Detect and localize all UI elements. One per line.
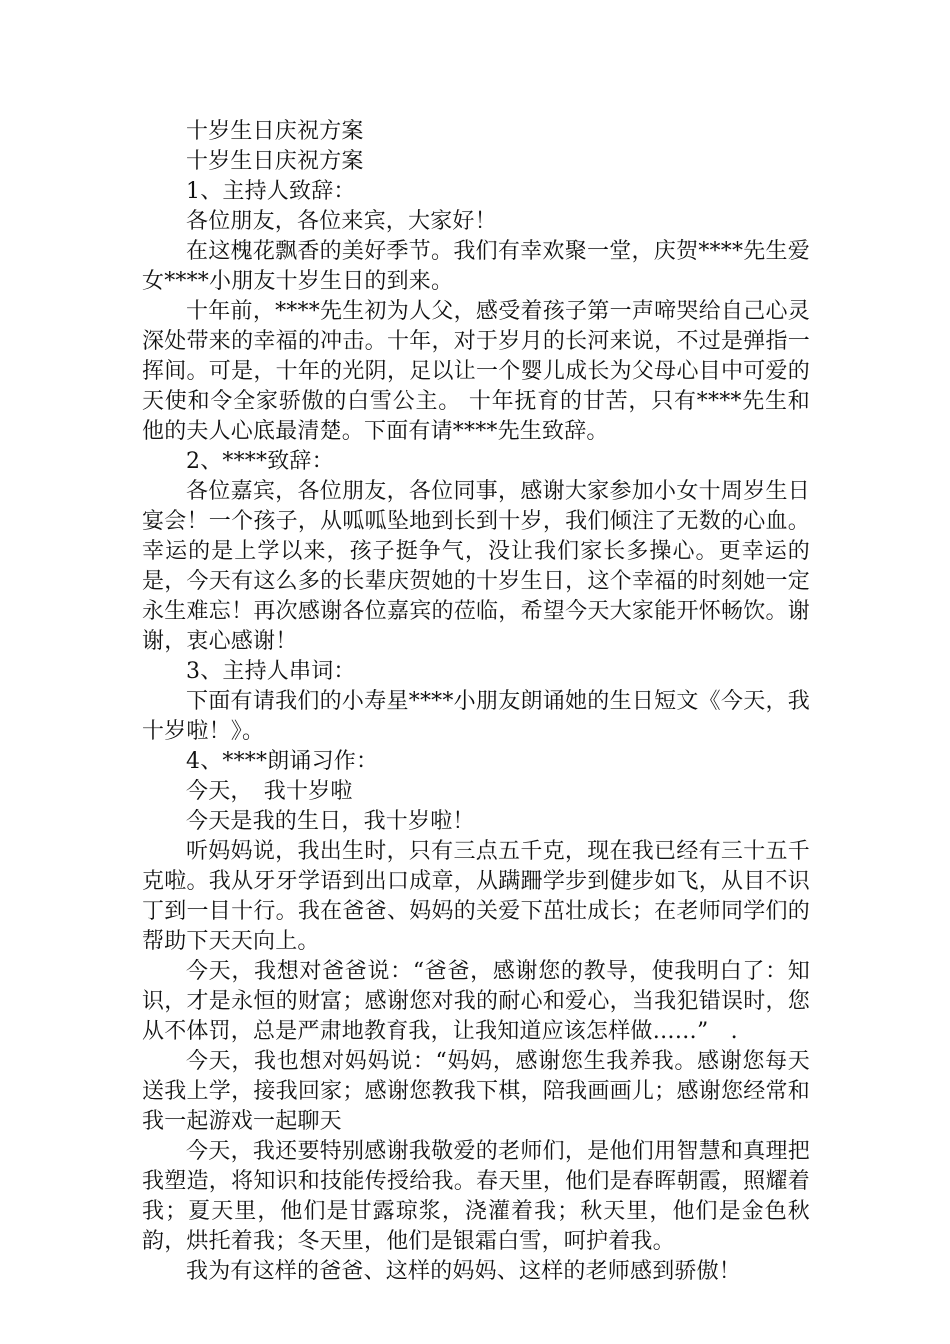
section-heading-father-speech: 2、****致辞：: [186, 449, 334, 474]
paragraph-father-speech: 各位嘉宾，各位朋友，各位同事，感谢大家参加小女十周岁生日宴会！一个孩子，从呱呱坠地到长到十岁，我们倾注了无数的心血。幸运的是上学以来，孩子挺争气，没让我们家长多操心。更幸运的是，今天有这么多的长辈庆贺她的十岁生日，这个幸福的时刻她一定永生难忘！再次感谢各位嘉宾的莅临，希望今天大家能开怀畅饮。谢谢，衷心感谢！: [142, 479, 810, 654]
document-body: [142, 117, 810, 1287]
document-subtitle: 十岁生日庆祝方案: [186, 149, 364, 174]
essay-paragraph-to-mother: 今天，我也想对妈妈说：“妈妈，感谢您生我养我。感谢您每天送我上学，接我回家；感谢您教我下棋，陪我画画儿；感谢您经常和我一起游戏一起聊天: [142, 1049, 810, 1134]
essay-paragraph-proud: 我为有这样的爸爸、这样的妈妈、这样的老师感到骄傲！: [186, 1259, 742, 1284]
paragraph-ten-years-ago: 十年前，****先生初为人父，感受着孩子第一声啼哭给自己心灵深处带来的幸福的冲击。十年，对于岁月的长河来说，不过是弹指一挥间。可是，十年的光阴，足以让一个婴儿成长为父母心目中可爱的天使和令全家骄傲的白雪公主。 十年抚育的甘苦，只有****先生和他的夫人心底最清楚。下面有请****先生致辞。: [142, 299, 810, 444]
section-heading-recitation: 4、****朗诵习作：: [186, 749, 379, 774]
essay-paragraph-growth: 听妈妈说，我出生时，只有三点五千克，现在我已经有三十五千克啦。我从牙牙学语到出口成章，从蹒跚学步到健步如飞，从目不识丁到一目十行。我在爸爸、妈妈的关爱下茁壮成长；在老师同学们的帮助下天天向上。: [142, 839, 810, 954]
document-title: 十岁生日庆祝方案: [186, 119, 364, 144]
essay-paragraph-birthday: 今天是我的生日，我十岁啦！: [186, 809, 475, 834]
essay-paragraph-to-father: 今天，我想对爸爸说：“爸爸，感谢您的教导，使我明白了：知识，才是永恒的财富；感谢您对我的耐心和爱心，当我犯错误时，您从不体罚，总是严肃地教育我，让我知道应该怎样做……” .: [142, 959, 810, 1044]
section-heading-host-speech: 1、主持人致辞：: [186, 179, 356, 204]
section-heading-host-transition: 3、主持人串词：: [186, 659, 356, 684]
paragraph-host-transition: 下面有请我们的小寿星****小朋友朗诵她的生日短文《今天，我十岁啦！》。: [142, 689, 810, 744]
essay-title: 今天， 我十岁啦: [186, 779, 353, 804]
paragraph-intro: 在这槐花飘香的美好季节。我们有幸欢聚一堂，庆贺****先生爱女****小朋友十岁生日的到来。: [142, 239, 810, 294]
paragraph-greeting: 各位朋友，各位来宾，大家好！: [186, 209, 497, 234]
essay-paragraph-to-teachers: 今天，我还要特别感谢我敬爱的老师们，是他们用智慧和真理把我塑造，将知识和技能传授给我。春天里，他们是春晖朝霞，照耀着我；夏天里，他们是甘露琼浆，浇灌着我；秋天里，他们是金色秋韵，烘托着我；冬天里，他们是银霜白雪，呵护着我。: [142, 1139, 810, 1254]
